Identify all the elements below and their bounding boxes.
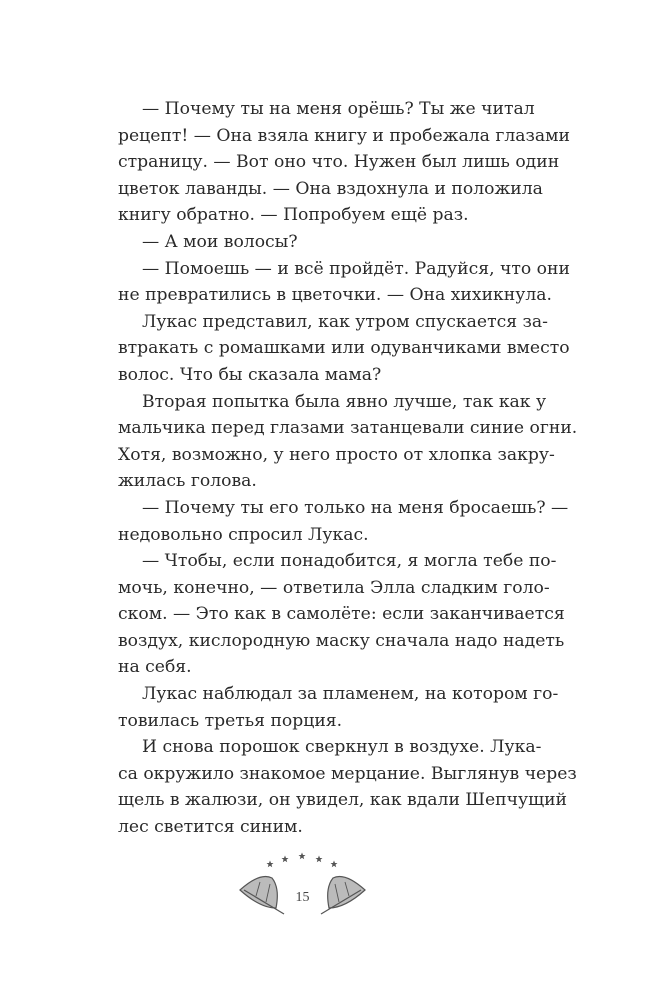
text-line: Вторая попытка была явно лучше, так как у [142, 391, 547, 412]
text-line: волос. Что бы сказала мама? [118, 364, 382, 385]
text-line: Хотя, возможно, у него просто от хлопка закру- [118, 444, 555, 465]
text-line: мочь, конечно, — ответила Элла сладким голо- [118, 577, 550, 598]
text-line: — А мои волосы? [142, 231, 298, 252]
text-line: — Почему ты его только на меня бросаешь? — [142, 497, 569, 518]
text-line: Лукас представил, как утром спускается за- [142, 311, 548, 332]
text-line: втракать с ромашками или одуванчиками вместо [118, 338, 570, 359]
text-line: не превратились в цветочки. — Она хихикнула. [118, 285, 552, 306]
text-line: воздух, кислородную маску сначала надо надеть [118, 630, 565, 651]
text-line: И снова порошок сверкнул в воздухе. Лука- [142, 737, 542, 758]
page-body-text [118, 96, 578, 841]
leaf-ornament-icon [230, 850, 375, 925]
text-line: недовольно спросил Лукас. [118, 524, 369, 545]
text-line: книгу обратно. — Попробуем ещё раз. [118, 205, 469, 226]
stars-icon [267, 853, 338, 868]
page-number: 15 [295, 890, 310, 905]
text-line: товилась третья порция. [118, 710, 343, 731]
text-line: са окружило знакомое мерцание. Выглянув через [118, 763, 577, 784]
text-line: жилась голова. [118, 471, 257, 492]
text-line: на себя. [118, 657, 192, 678]
text-line: — Чтобы, если понадобится, я могла тебе по- [142, 551, 557, 572]
text-line: страницу. — Вот оно что. Нужен был лишь один [118, 152, 560, 173]
text-line: — Помоешь — и всё пройдёт. Радуйся, что они [142, 258, 570, 279]
text-line: рецепт! — Она взяла книгу и пробежала глазами [118, 125, 570, 146]
text-line: — Почему ты на меня орёшь? Ты же читал [142, 99, 535, 119]
text-line: мальчика перед глазами затанцевали синие огни. [118, 418, 578, 439]
text-line: Лукас наблюдал за пламенем, на котором го- [142, 684, 559, 705]
text-line: щель в жалюзи, он увидел, как вдали Шепчущий [118, 790, 567, 811]
text-line: ском. — Это как в самолёте: если заканчивается [118, 604, 565, 625]
page-footer-ornament [230, 850, 375, 925]
text-line: лес светится синим. [118, 817, 303, 838]
text-line: цветок лаванды. — Она вздохнула и положила [118, 178, 543, 199]
